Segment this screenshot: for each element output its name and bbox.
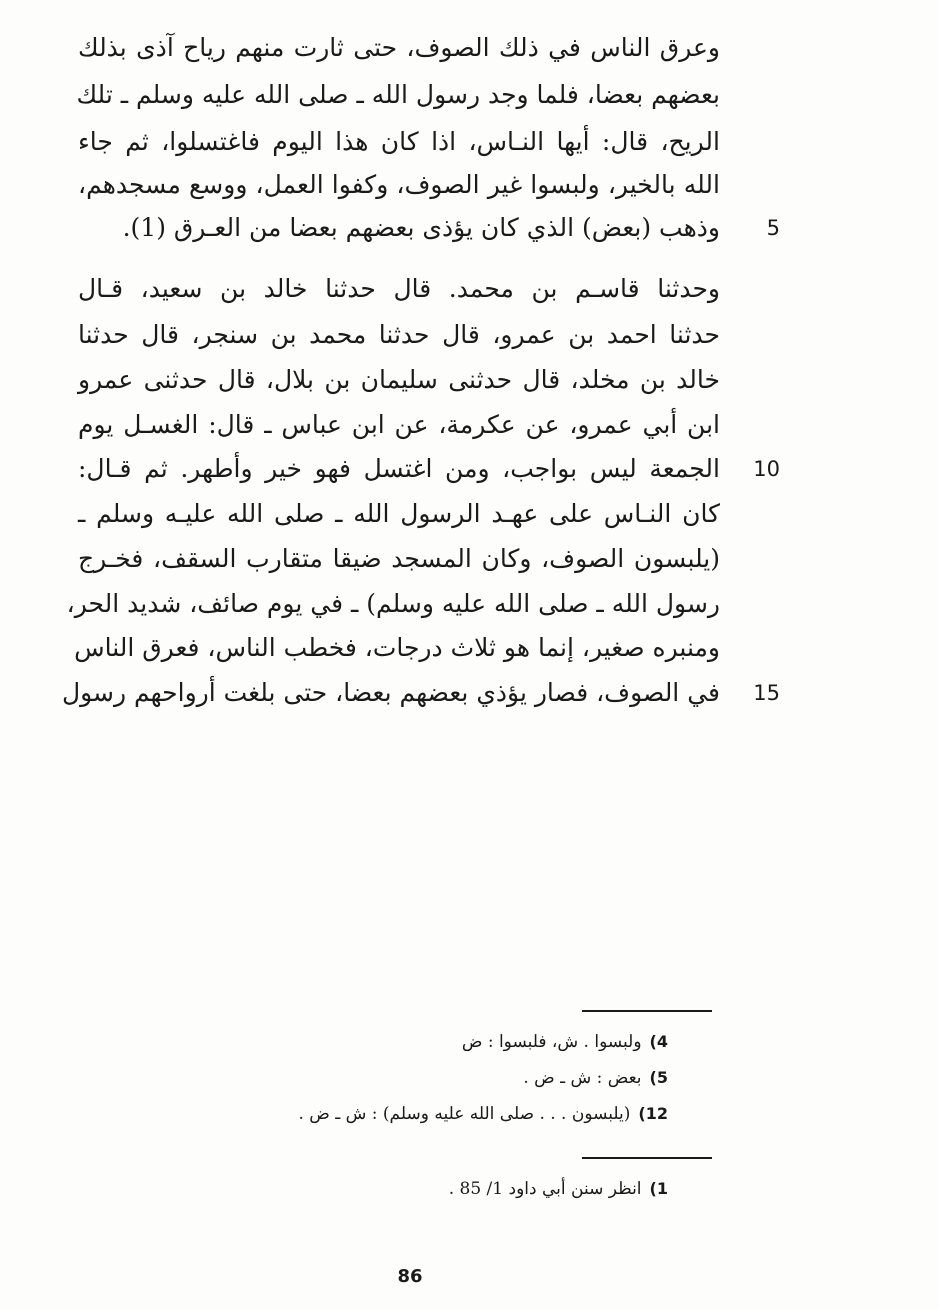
apparatus-note — [180, 1099, 668, 1129]
text-line: خالد بن مخلد، قال حدثنى سليمان بن بلال، قال حدثنى عمرو — [78, 365, 720, 394]
text-line: وعرق الناس في ذلك الصوف، حتى ثارت منهم رياح آذى بذلك — [78, 33, 720, 62]
text-line: كان النـاس على عهـد الرسول الله ـ صلى الله عليـه وسلم ـ — [78, 499, 720, 528]
footnote-text: انظر سنن أبي داود 1/ 85 . — [448, 1179, 642, 1199]
footnote — [180, 1174, 668, 1204]
text-line: بعضهم بعضا، فلما وجد رسول الله ـ صلى الله عليه وسلم ـ تلك — [76, 80, 720, 109]
text-line: حدثنا احمد بن عمرو، قال حدثنا محمد بن سنجر، قال حدثنا — [78, 320, 720, 349]
apparatus-note-number: 4) — [649, 1032, 668, 1051]
apparatus-note-text: ولبسوا . ش، فلبسوا : ض — [461, 1032, 642, 1052]
text-line: وذهب (بعض) الذي كان يؤذى بعضهم بعضا من العـرق (1). — [122, 213, 720, 242]
text-line: الجمعة ليس بواجب، ومن اغتسل فهو خير وأطهر. ثم قـال: — [78, 454, 720, 483]
line-number: 5 — [766, 216, 780, 240]
apparatus-note-number: 5) — [649, 1068, 668, 1087]
footnote-rule — [582, 1157, 712, 1159]
apparatus-note — [180, 1063, 668, 1093]
text-line: في الصوف، فصار يؤذي بعضهم بعضا، حتى بلغت أرواحهم رسول — [61, 678, 720, 707]
text-line: رسول الله ـ صلى الله عليه وسلم) ـ في يوم صائف، شديد الحر، — [66, 589, 720, 618]
text-line: ابن أبي عمرو، عن عكرمة، عن ابن عباس ـ قال: الغسـل يوم — [78, 410, 720, 439]
line-number: 15 — [753, 681, 780, 705]
page-number: 86 — [397, 1266, 423, 1287]
text-line: الريح، قال: أيها النـاس، اذا كان هذا اليوم فاغتسلوا، ثم جاء — [78, 127, 720, 156]
line-number: 10 — [753, 457, 780, 481]
text-line: وحدثنا قاسـم بن محمد. قال حدثنا خالد بن سعيد، قـال — [78, 274, 720, 303]
apparatus-note-number: 12) — [638, 1104, 668, 1123]
apparatus-note — [180, 1027, 668, 1057]
apparatus-note-text: (يلبسون . . . صلى الله عليه وسلم) : ش ـ ض . — [298, 1104, 631, 1124]
text-line: (يلبسون الصوف، وكان المسجد ضيقا متقارب السقف، فخـرج — [78, 544, 720, 573]
apparatus-rule — [582, 1010, 712, 1012]
apparatus-note-text: بعض : ش ـ ض . — [523, 1068, 642, 1088]
text-line: ومنبره صغير، إنما هو ثلاث درجات، فخطب الناس، فعرق الناس — [74, 633, 720, 662]
footnote-number: 1) — [649, 1179, 668, 1198]
text-line: الله بالخير، ولبسوا غير الصوف، وكفوا العمل، ووسع مسجدهم، — [78, 170, 720, 199]
